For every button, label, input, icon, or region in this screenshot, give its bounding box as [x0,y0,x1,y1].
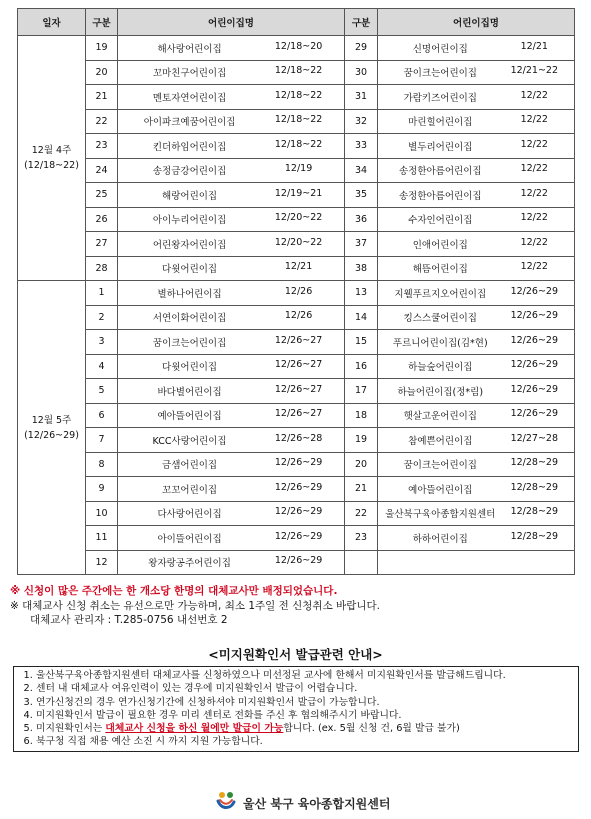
center-date: 12/22 [520,261,548,273]
center-name: 서연이화어린이집 [152,313,227,325]
center-name: 하하어린이집 [412,533,468,545]
row-number-right: 33 [345,134,378,159]
center-cell-right [378,232,575,257]
table-row [18,232,575,257]
header-no-right: 구분 [345,9,378,36]
table-row [18,109,575,134]
center-date: 12/18~22 [274,138,323,150]
center-cell-right [378,354,575,379]
footer-org-name: 울산 북구 육아종합지원센터 [243,796,391,811]
note-priority: ※ 신청이 많은 주간에는 한 개소당 한명의 대체교사만 배정되었습니다. [10,585,338,597]
row-number-left: 6 [86,403,118,428]
row-number-right: 21 [345,477,378,502]
center-cell-right [378,281,575,306]
table-row [18,158,575,183]
center-date: 12/18~22 [274,114,323,126]
row-number-right: 34 [345,158,378,183]
center-name: 킹스스쿨어린이집 [403,313,477,325]
center-cell-left [118,281,345,306]
row-number-right: 16 [345,354,378,379]
row-number-left: 2 [86,305,118,330]
center-cell-left [118,305,345,330]
table-row [18,60,575,85]
center-cell-right [378,134,575,159]
center-cell-right [378,256,575,281]
row-number-right: 35 [345,183,378,208]
header-date: 일자 [18,9,86,36]
table-row [18,477,575,502]
center-date: 12/18~22 [274,65,323,77]
row-number-right: 31 [345,85,378,110]
center-cell-left [118,330,345,355]
center-cell-right [378,305,575,330]
center-cell-right [378,60,575,85]
table-row [18,256,575,281]
center-date: 12/26~29 [510,383,558,395]
center-date: 12/28~29 [510,481,558,493]
header-name-left: 어린이집명 [118,9,345,36]
center-cell-right [378,36,575,61]
period-range: (12/26~29) [24,429,79,441]
center-name: 킨더하임어린이집 [152,141,227,153]
center-name: 해사랑어린이집 [157,43,222,55]
center-cell-left [118,256,345,281]
center-name: 아이누리어린이집 [152,215,227,227]
table-header-row [18,9,575,36]
center-name: 별두리어린이집 [408,141,473,153]
table-row [18,501,575,526]
center-date: 12/26~29 [274,555,323,567]
row-number-left: 28 [86,256,118,281]
center-name: 울산북구육아종합지원센터 [385,509,496,521]
center-date: 12/21 [284,261,313,273]
center-name: 햇살고운어린이집 [403,411,477,423]
center-name: 금샘어린이집 [162,460,218,472]
notes [10,584,585,628]
center-name: 예아뜰어린이집 [408,484,473,496]
period-cell [18,36,86,281]
center-date: 12/26~29 [274,506,323,518]
guide-item: 6. 북구청 직접 채용 예산 소진 시 까지 지원 가능합니다. [36,735,570,748]
center-name: 바다별어린이집 [157,386,222,398]
table-row [18,428,575,453]
row-number-right: 32 [345,109,378,134]
center-cell-left [118,379,345,404]
center-cell-right [378,550,575,575]
center-name: 가람키즈어린이집 [403,92,477,104]
guide-list [22,669,570,749]
center-cell-left [118,36,345,61]
center-cell-right [378,379,575,404]
center-cell-right [378,85,575,110]
center-cell-left [118,550,345,575]
period-label: 12월 5주 [31,414,72,426]
center-date: 12/22 [520,163,548,175]
center-date: 12/18~22 [274,89,323,101]
center-cell-left [118,501,345,526]
center-date: 12/26~29 [510,359,558,371]
center-cell-right [378,158,575,183]
center-date: 12/20~22 [274,212,323,224]
table-row [18,403,575,428]
center-cell-left [118,207,345,232]
center-date: 12/20~22 [274,236,323,248]
center-cell-right [378,183,575,208]
row-number-left: 11 [86,526,118,551]
center-name: 예아뜰어린이집 [157,411,222,423]
center-date: 12/19 [284,163,313,175]
row-number-right: 29 [345,36,378,61]
center-cell-left [118,85,345,110]
center-name: 아이파크예꿈어린이집 [143,117,236,129]
center-date: 12/26~29 [510,285,558,297]
center-cell-left [118,354,345,379]
center-date: 12/21~22 [510,65,558,77]
table-row [18,452,575,477]
center-name: 하늘어린이집(정*림) [397,386,484,398]
row-number-left: 23 [86,134,118,159]
center-cell-left [118,60,345,85]
row-number-left: 10 [86,501,118,526]
center-date: 12/21 [520,40,548,52]
row-number-left: 22 [86,109,118,134]
center-cell-left [118,158,345,183]
table-row [18,183,575,208]
center-cell-left [118,134,345,159]
note-cancel: ※ 대체교사 신청 취소는 유선으로만 가능하며, 최소 1주일 전 신청취소 바랍니다. [10,599,380,612]
table-row [18,36,575,61]
row-number-left: 12 [86,550,118,575]
center-name: 해뜸어린이집 [412,264,468,276]
center-name: 다윗어린이집 [162,362,218,374]
row-number-left: 7 [86,428,118,453]
table-row [18,330,575,355]
center-name: 꿈이크는어린이집 [152,337,227,349]
center-cell-left [118,183,345,208]
guide-title: <미지원확인서 발급관련 안내> [208,647,383,662]
row-number-left: 3 [86,330,118,355]
center-date: 12/26~29 [274,457,323,469]
center-date: 12/26~28 [274,432,323,444]
table-row [18,281,575,306]
center-cell-right [378,452,575,477]
center-date: 12/22 [520,138,548,150]
center-name: 다사랑어린이집 [157,509,222,521]
row-number-left: 25 [86,183,118,208]
table-row [18,379,575,404]
table-row [18,550,575,575]
guide-item-5-highlight: 대체교사 신청을 하신 월에만 발급이 가능 [105,723,284,735]
center-date: 12/19~21 [274,187,323,199]
center-cell-right [378,501,575,526]
row-number-left: 26 [86,207,118,232]
center-date: 12/27~28 [510,432,558,444]
center-name: 어린왕자어린이집 [152,239,227,251]
center-date: 12/22 [520,187,548,199]
table-row [18,134,575,159]
center-name: KCC사랑어린이집 [152,435,227,447]
center-date: 12/18~20 [274,40,323,52]
center-cell-right [378,526,575,551]
row-number-right: 15 [345,330,378,355]
row-number-right [345,550,378,575]
row-number-left: 20 [86,60,118,85]
center-cell-right [378,109,575,134]
center-name: 송정한아름어린이집 [398,190,482,202]
center-name: 참예쁜어린이집 [408,435,473,447]
row-number-right: 38 [345,256,378,281]
center-date: 12/26 [284,285,313,297]
row-number-right: 22 [345,501,378,526]
center-name: 꼬마친구어린이집 [152,68,227,80]
guide-item: 3. 연가신청건의 경우 연가신청기간에 신청하셔야 미지원확인서 발급이 가능합니다. [36,696,570,709]
center-name: 마린힐어린이집 [408,117,473,129]
center-date: 12/26 [284,310,313,322]
row-number-left: 9 [86,477,118,502]
guide-item: 2. 센터 내 대체교사 여유인력이 있는 경우에 미지원확인서 발급이 어렵습니다. [36,682,570,695]
center-name: 수자인어린이집 [408,215,473,227]
table-row [18,305,575,330]
row-number-right: 19 [345,428,378,453]
row-number-right: 30 [345,60,378,85]
period-label: 12월 4주 [31,145,72,156]
center-date: 12/28~29 [510,457,558,469]
center-date: 12/26~29 [274,530,323,542]
center-name: 꿈이크는어린이집 [403,68,477,80]
center-name: 다윗어린이집 [162,264,218,276]
center-name: 왕자랑공주어린이집 [148,558,231,570]
center-cell-left [118,109,345,134]
period-range: (12/18~22) [24,160,79,171]
header-name-right: 어린이집명 [378,9,575,36]
row-number-right: 23 [345,526,378,551]
center-date: 12/26~27 [274,334,323,346]
row-number-left: 4 [86,354,118,379]
center-name: 인애어린이집 [412,239,468,251]
footer [215,790,390,816]
row-number-left: 21 [86,85,118,110]
row-number-right: 36 [345,207,378,232]
center-name: 송정한아름어린이집 [398,166,482,178]
center-name: 해랑어린이집 [162,190,218,202]
center-date: 12/26~29 [510,310,558,322]
center-date: 12/28~29 [510,530,558,542]
guide-item: 4. 미지원확인서 발급이 필요한 경우 미리 센터로 전화를 주신 후 협의해주시기 바랍니다. [36,709,570,722]
row-number-left: 8 [86,452,118,477]
center-date: 12/26~27 [274,383,323,395]
center-date: 12/22 [520,89,548,101]
guide-item: 1. 울산북구육아종합지원센터 대체교사를 신청하였으나 미선정된 교사에 한해서 미지원확인서를 발급해드립니다. [36,669,570,682]
table-row [18,207,575,232]
period-cell [18,281,86,575]
center-name: 하늘숲어린이집 [408,362,473,374]
table-row [18,85,575,110]
center-cell-left [118,428,345,453]
guide-item [36,722,570,735]
center-date: 12/26~27 [274,408,323,420]
header-no-left: 구분 [86,9,118,36]
center-cell-left [118,232,345,257]
center-date: 12/26~29 [510,408,558,420]
center-cell-right [378,207,575,232]
center-date: 12/28~29 [510,506,558,518]
guide-item-5-pre: 미지원확인서는 [36,723,106,735]
table-row [18,354,575,379]
center-cell-right [378,428,575,453]
note-contact: 대체교사 관리자 : T.285-0756 내선번호 2 [30,614,228,626]
center-name: 별하나어린이집 [157,288,222,300]
center-name: 푸르니어린이집(김*현) [392,337,488,349]
row-number-right: 13 [345,281,378,306]
row-number-left: 24 [86,158,118,183]
center-cell-right [378,330,575,355]
row-number-right: 18 [345,403,378,428]
center-cell-right [378,403,575,428]
row-number-left: 27 [86,232,118,257]
row-number-right: 17 [345,379,378,404]
center-name: 지웰푸르지오어린이집 [394,288,487,300]
center-name: 아이뜰어린이집 [157,533,222,545]
center-cell-left [118,477,345,502]
center-date: 12/26~27 [274,359,323,371]
guide-box [13,666,579,752]
row-number-left: 1 [86,281,118,306]
center-cell-left [118,403,345,428]
center-date: 12/22 [520,212,548,224]
schedule-body [18,36,575,575]
center-date: 12/22 [520,236,548,248]
center-cell-left [118,452,345,477]
row-number-right: 14 [345,305,378,330]
row-number-left: 5 [86,379,118,404]
center-name: 송정금강어린이집 [152,166,227,178]
people-swirl-logo-icon [215,790,237,816]
table-row [18,526,575,551]
center-date: 12/26~29 [274,481,323,493]
center-name: 꿈이크는어린이집 [403,460,477,472]
center-name: 멘토자연어린이집 [152,92,227,104]
row-number-right: 20 [345,452,378,477]
center-name: 신명어린이집 [412,43,468,55]
center-name: 꼬꼬어린이집 [162,484,218,496]
center-date: 12/22 [520,114,548,126]
guide-item-5-post: 합니다. (ex. 5월 신청 건, 6월 발급 불가) [283,723,460,735]
center-cell-left [118,526,345,551]
schedule-table [17,8,575,575]
row-number-left: 19 [86,36,118,61]
row-number-right: 37 [345,232,378,257]
center-cell-right [378,477,575,502]
center-date: 12/26~29 [510,334,558,346]
